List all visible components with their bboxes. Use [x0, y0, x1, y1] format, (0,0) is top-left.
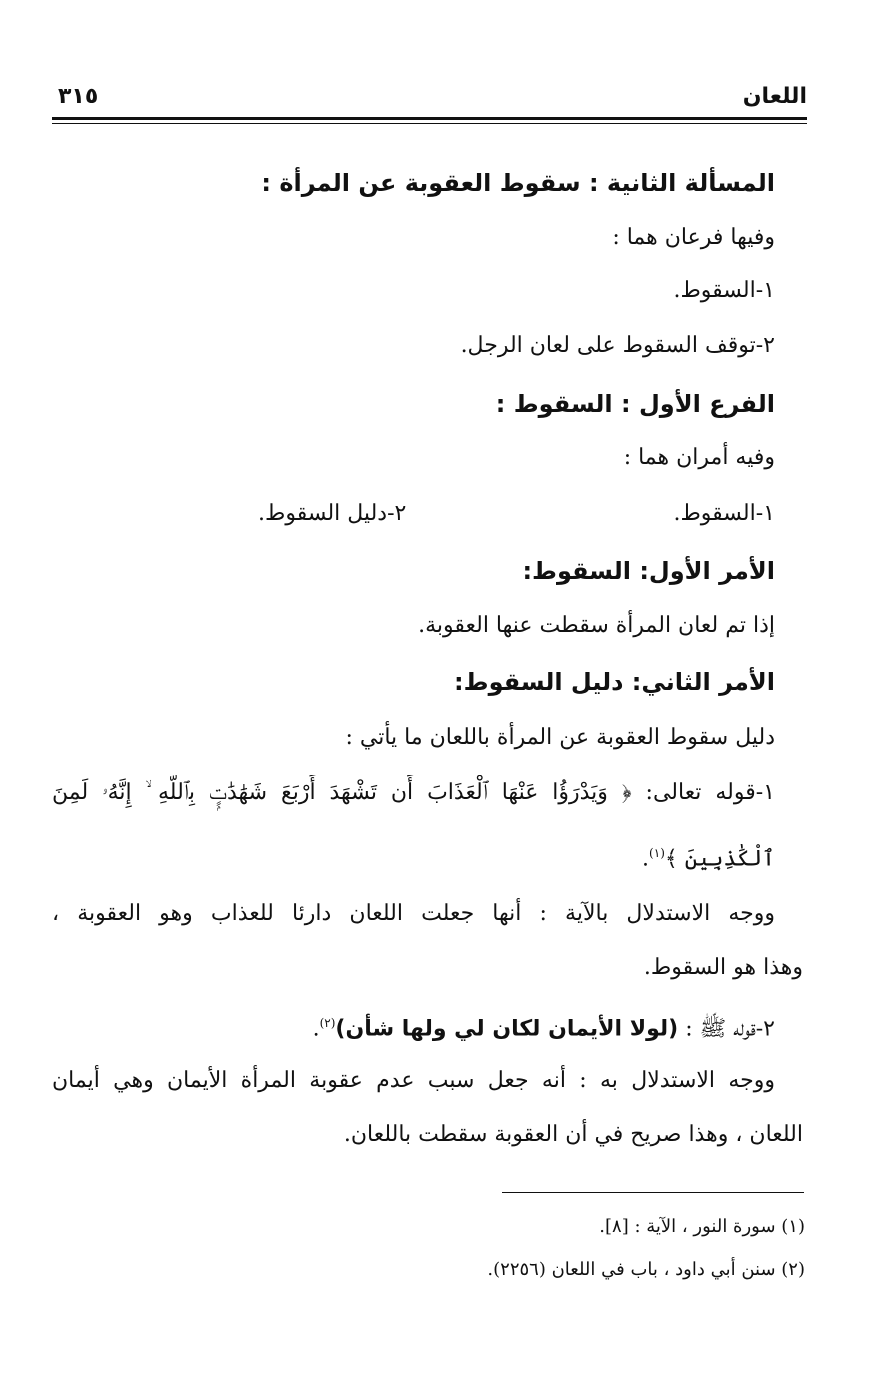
quran-verse-end	[642, 835, 775, 877]
chapter-title: اللعان	[742, 84, 807, 109]
list-item: ٢-دليل السقوط.	[258, 501, 407, 526]
paragraph-line: ووجه الاستدلال بالآية : أنها جعلت اللعان دارئا للعذاب وهو العقوبة ،	[52, 901, 775, 926]
footnote-separator	[502, 1192, 804, 1193]
hadith-line	[313, 1005, 775, 1047]
heading-issue-two: المسألة الثانية : سقوط العقوبة عن المرأة :	[261, 169, 775, 197]
quran-verse-line: ١-قوله تعالى: ﴿ وَيَدْرَؤُا عَنْهَا ٱلْعَذَابَ أَن تَشْهَدَ أَرْبَعَ شَهَٰدَٰتٍۭ بِٱللَّهِ ۙ إِنَّهُۥ لَمِنَ	[52, 780, 775, 805]
paragraph-line: ووجه الاستدلال به : أنه جعل سبب عدم عقوبة المرأة الأيمان وهي أيمان	[52, 1068, 775, 1093]
header-rule-thick	[52, 117, 807, 120]
heading-matter-one: الأمر الأول: السقوط:	[522, 557, 775, 585]
footnote-ref: (١)	[649, 846, 665, 860]
punctuation: .	[642, 846, 650, 872]
paragraph-line: وفيه أمران هما :	[623, 445, 775, 470]
list-item: ٢-توقف السقوط على لعان الرجل.	[460, 333, 775, 358]
page-number: ٣١٥	[58, 84, 99, 109]
heading-branch-one: الفرع الأول : السقوط :	[495, 390, 775, 418]
paragraph-line: وهذا هو السقوط.	[643, 955, 803, 980]
punctuation: .	[312, 1016, 320, 1042]
verse-text: ٱلْكَٰذِبِينَ ﴾	[664, 846, 775, 872]
hadith-intro: ٢-قوله ﷺ :	[685, 1016, 775, 1042]
hadith-quote: (لولا الأيمان لكان لي ولها شأن)	[335, 1016, 679, 1042]
page-header	[52, 84, 807, 120]
list-item: ١-السقوط.	[673, 278, 775, 303]
paragraph-line: دليل سقوط العقوبة عن المرأة باللعان ما يأتي :	[345, 725, 775, 750]
list-item: ١-السقوط.	[673, 501, 775, 526]
footnote-1: (١) سورة النور ، الآية : [٨].	[599, 1216, 805, 1237]
paragraph-line: إذا تم لعان المرأة سقطت عنها العقوبة.	[418, 613, 775, 638]
footnote-ref: (٢)	[319, 1016, 336, 1030]
header-rule-thin	[52, 123, 807, 124]
heading-matter-two: الأمر الثاني: دليل السقوط:	[454, 668, 775, 696]
paragraph-line: وفيها فرعان هما :	[612, 225, 775, 250]
paragraph-line: اللعان ، وهذا صريح في أن العقوبة سقطت باللعان.	[343, 1122, 803, 1147]
footnote-2: (٢) سنن أبي داود ، باب في اللعان (٢٢٥٦).	[487, 1259, 805, 1280]
